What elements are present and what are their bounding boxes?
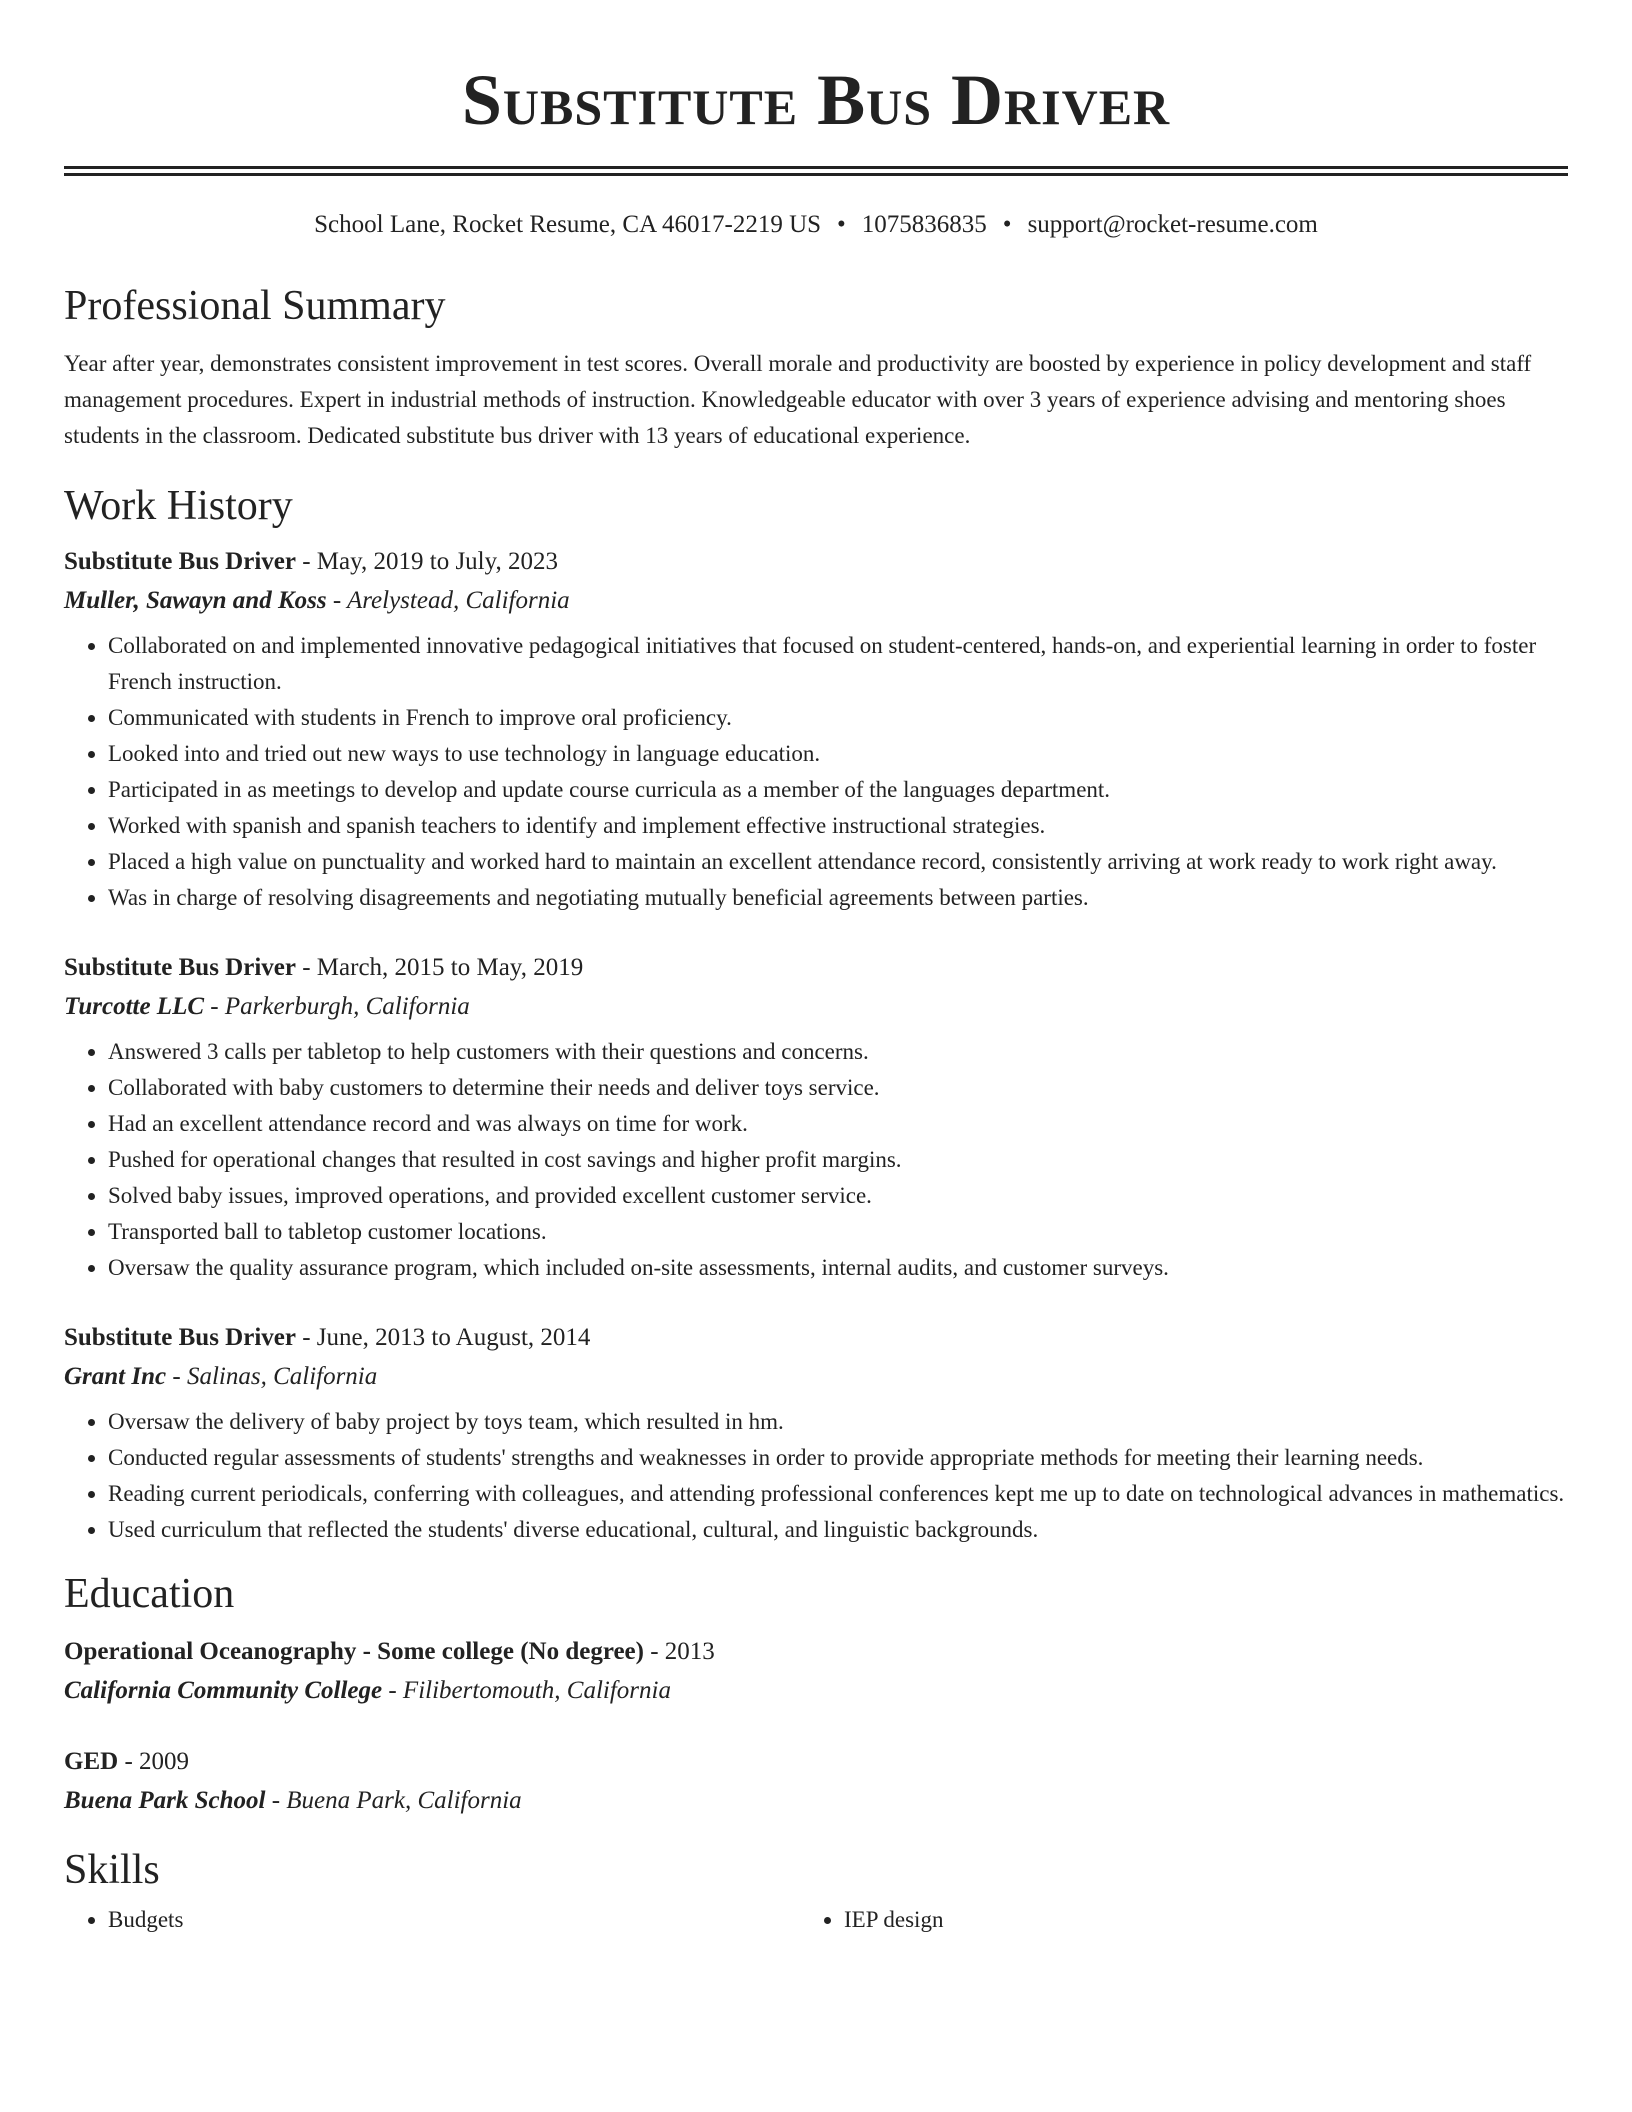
contact-phone: 1075836835 (861, 211, 987, 238)
job-dates: - March, 2015 to May, 2019 (295, 954, 584, 981)
list-item: • Collaborated on and implemented innovative pedagogical initiatives that focused on student-centered, hands-on, and experiential learning in order to foster French instruction. (108, 628, 1568, 700)
list-item: • Answered 3 calls per tabletop to help customers with their questions and concerns. (108, 1034, 1568, 1070)
education-year: - 2013 (643, 1638, 715, 1665)
job-bullets (64, 628, 1568, 916)
job-dates: - June, 2013 to August, 2014 (295, 1324, 591, 1351)
job-company: Grant Inc (64, 1363, 167, 1390)
skills-column-left (64, 1902, 800, 1938)
list-item: • Pushed for operational changes that resulted in cost savings and higher profit margins. (108, 1142, 1568, 1178)
education-header (64, 1632, 1568, 1672)
list-item: • Conducted regular assessments of students' strengths and weaknesses in order to provide appropriate methods for meeting their learning needs. (108, 1440, 1568, 1476)
skills-heading: Skills (64, 1847, 160, 1893)
job-title: Substitute Bus Driver (64, 1324, 296, 1351)
contact-line (64, 210, 1568, 240)
list-item: • Solved baby issues, improved operations, and provided excellent customer service. (108, 1178, 1568, 1214)
list-item: • Oversaw the delivery of baby project by toys team, which resulted in hm. (108, 1404, 1568, 1440)
contact-separator: • (837, 211, 846, 238)
job-bullets (64, 1034, 1568, 1286)
education-school-line (64, 1672, 1568, 1710)
education-school: Buena Park School (64, 1787, 266, 1814)
education-entry (64, 1742, 1568, 1820)
job-location: - Salinas, California (166, 1363, 378, 1390)
list-item: • Communicated with students in French to improve oral proficiency. (108, 700, 1568, 736)
list-item: • Placed a high value on punctuality and worked hard to maintain an excellent attendance record, consistently arriving at work ready to work right away. (108, 844, 1568, 880)
job-header (64, 948, 1568, 988)
job-bullets (64, 1404, 1568, 1548)
list-item: • Looked into and tried out new ways to use technology in language education. (108, 736, 1568, 772)
skills-column-right (800, 1902, 1536, 1938)
education-degree: Operational Oceanography - Some college (No degree) (64, 1638, 644, 1665)
job-company: Turcotte LLC (64, 993, 205, 1020)
education-heading: Education (64, 1571, 235, 1617)
job-entry (64, 1318, 1568, 1548)
list-item: • Participated in as meetings to develop and update course curricula as a member of the languages department. (108, 772, 1568, 808)
education-header (64, 1742, 1568, 1782)
job-employer (64, 582, 1568, 620)
skill-item: • Budgets (108, 1902, 800, 1938)
job-entry (64, 542, 1568, 916)
education-degree: GED (64, 1748, 119, 1775)
job-title: Substitute Bus Driver (64, 954, 296, 981)
list-item: • Used curriculum that reflected the students' diverse educational, cultural, and linguistic backgrounds. (108, 1512, 1568, 1548)
education-school-line (64, 1782, 1568, 1820)
education-location: - Buena Park, California (265, 1787, 522, 1814)
contact-address: School Lane, Rocket Resume, CA 46017-2219 US (314, 211, 822, 238)
contact-email[interactable]: support@rocket-resume.com (1027, 211, 1318, 238)
resume-name: Substitute Bus Driver (461, 60, 1171, 140)
job-employer (64, 1358, 1568, 1396)
job-employer (64, 988, 1568, 1026)
header-divider (64, 166, 1568, 176)
list-item: • Transported ball to tabletop customer locations. (108, 1214, 1568, 1250)
job-header (64, 542, 1568, 582)
job-company: Muller, Sawayn and Koss (64, 587, 327, 614)
education-school: California Community College (64, 1677, 383, 1704)
job-dates: - May, 2019 to July, 2023 (295, 548, 558, 575)
education-location: - Filibertomouth, California (382, 1677, 671, 1704)
skills-grid (64, 1902, 1568, 1938)
job-location: - Parkerburgh, California (204, 993, 470, 1020)
summary-heading: Professional Summary (64, 283, 446, 329)
list-item: • Had an excellent attendance record and was always on time for work. (108, 1106, 1568, 1142)
work-history-heading: Work History (64, 483, 293, 529)
summary-text: Year after year, demonstrates consistent improvement in test scores. Overall morale and productivity are boosted by experience in policy development and staff management procedures. Expert in industrial methods of instruction. Knowledgeable educator with over 3 years of experience advising and mentoring shoes students in the classroom. Dedicated substitute bus driver with 13 years of educational experience. (64, 351, 1532, 448)
job-title: Substitute Bus Driver (64, 548, 296, 575)
list-item: • Worked with spanish and spanish teachers to identify and implement effective instructional strategies. (108, 808, 1568, 844)
list-item: • Oversaw the quality assurance program, which included on-site assessments, internal audits, and customer surveys. (108, 1250, 1568, 1286)
job-entry (64, 948, 1568, 1286)
skill-item: • IEP design (844, 1902, 1536, 1938)
education-year: - 2009 (118, 1748, 190, 1775)
education-entry (64, 1632, 1568, 1710)
job-header (64, 1318, 1568, 1358)
contact-separator: • (1002, 211, 1012, 238)
job-location: - Arelystead, California (326, 587, 570, 614)
list-item: • Was in charge of resolving disagreements and negotiating mutually beneficial agreements between parties. (108, 880, 1568, 916)
list-item: • Reading current periodicals, conferring with colleagues, and attending professional conferences kept me up to date on technological advances in mathematics. (108, 1476, 1568, 1512)
list-item: • Collaborated with baby customers to determine their needs and deliver toys service. (108, 1070, 1568, 1106)
